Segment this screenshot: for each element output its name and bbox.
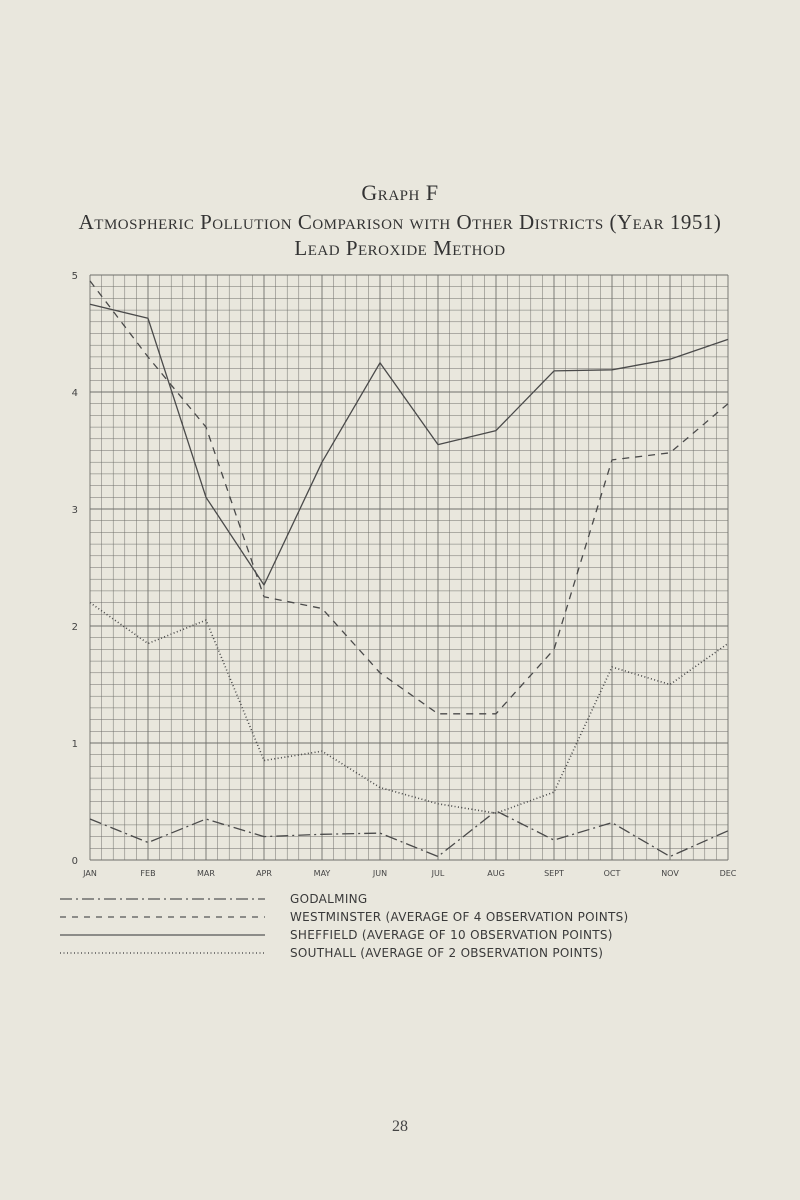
x-tick-label: OCT [603, 869, 621, 878]
legend-label: SHEFFIELD (AVERAGE OF 10 OBSERVATION POINTS) [290, 928, 613, 942]
page-number: 28 [392, 1118, 408, 1135]
x-tick-label: MAR [197, 869, 215, 878]
y-tick-label: 0 [71, 856, 78, 867]
series-line-solid [90, 304, 728, 585]
x-tick-label: JAN [83, 869, 97, 878]
y-tick-label: 2 [71, 622, 78, 633]
graph-label: Graph F [361, 180, 439, 205]
legend-item-sheffield [60, 928, 760, 946]
y-tick-label: 3 [71, 505, 78, 516]
legend-label: WESTMINSTER (AVERAGE OF 4 OBSERVATION POINTS) [290, 910, 629, 924]
x-tick-label: SEPT [544, 869, 564, 878]
series-lines [90, 281, 728, 857]
x-tick-label: JUN [372, 869, 388, 878]
x-tick-label: MAY [313, 869, 331, 878]
chart-subtitle: Lead Peroxide Method [294, 236, 506, 260]
x-tick-label: NOV [661, 869, 679, 878]
legend-label: GODALMING [290, 892, 368, 906]
legend-swatch-solid [60, 930, 270, 940]
legend-item-southall [60, 946, 760, 964]
legend-item-westminster [60, 910, 760, 928]
series-line-dashdot [90, 811, 728, 857]
x-tick-label: DEC [719, 869, 737, 878]
x-tick-label: AUG [487, 869, 505, 878]
x-tick-label: FEB [140, 869, 156, 878]
legend-item-godalming [60, 892, 760, 910]
legend-label: SOUTHALL (AVERAGE OF 2 OBSERVATION POINTS) [290, 946, 604, 960]
legend-swatch-dashdot [60, 894, 270, 904]
y-tick-label: 4 [71, 388, 78, 399]
legend-swatch-dashed [60, 912, 270, 922]
x-tick-label: APR [256, 869, 272, 878]
legend [60, 892, 760, 964]
x-tick-label: JUL [431, 869, 445, 878]
chart-title: Atmospheric Pollution Comparison with Other Districts (Year 1951) [78, 210, 722, 234]
grid [90, 275, 728, 860]
y-tick-label: 5 [71, 271, 78, 282]
y-tick-label: 1 [71, 739, 78, 750]
legend-swatch-dotted [60, 948, 270, 958]
